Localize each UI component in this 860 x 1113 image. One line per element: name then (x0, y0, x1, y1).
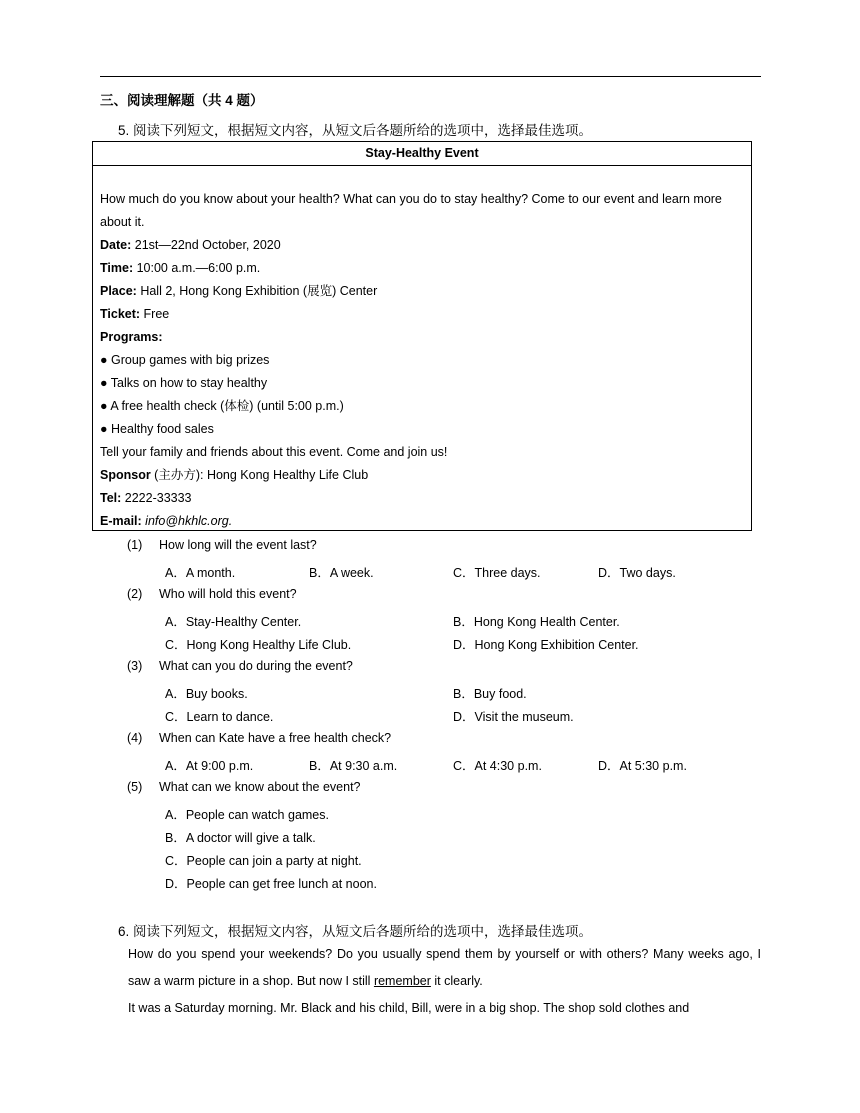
event-time: Time: 10:00 a.m.—6:00 p.m. (100, 261, 261, 275)
option-a[interactable]: A．Stay-Healthy Center. (165, 615, 302, 629)
header-rule (100, 76, 761, 77)
event-intro: How much do you know about your health? What can you do to stay healthy? Come to our event and learn more about it. (100, 192, 722, 229)
passage-paragraph-1: How do you spend your weekends? Do you usually spend them by yourself or with others? Many weeks ago, I saw a warm picture in a shop. But now I still remember it clearly. (128, 947, 761, 988)
option-b[interactable]: B．At 9:30 a.m. (309, 759, 398, 773)
program-item: ● Healthy food sales (100, 422, 214, 436)
option-a[interactable]: A．At 9:00 p.m. (165, 759, 254, 773)
option-b[interactable]: B．A week. (309, 566, 374, 580)
option-b[interactable]: B．Buy food. (453, 687, 527, 701)
event-ticket: Ticket: Free (100, 307, 170, 321)
question-5: (5) What can we know about the event? (127, 780, 361, 794)
question-2: (2) Who will hold this event? (127, 587, 297, 601)
event-date: Date: 21st—22nd October, 2020 (100, 238, 281, 252)
question-1: (1) How long will the event last? (127, 538, 317, 552)
event-sponsor: Sponsor (主办方): Hong Kong Healthy Life Club (100, 468, 369, 482)
option-d[interactable]: D．Two days. (598, 566, 676, 580)
option-c[interactable]: C．People can join a party at night. (165, 854, 362, 868)
option-d[interactable]: D．At 5:30 p.m. (598, 759, 687, 773)
question-3: (3) What can you do during the event? (127, 659, 353, 673)
passage (128, 941, 761, 1022)
program-item: ● Talks on how to stay healthy (100, 376, 268, 390)
question-6-instruction: 6. 阅读下列短文，根据短文内容，从短文后各题所给的选项中，选择最佳选项。 (118, 924, 593, 939)
event-tel: Tel: 2222-33333 (100, 491, 192, 505)
question-4: (4) When can Kate have a free health check? (127, 731, 392, 745)
option-a[interactable]: A．A month. (165, 566, 236, 580)
option-c[interactable]: C．Hong Kong Healthy Life Club. (165, 638, 352, 652)
option-c[interactable]: C．At 4:30 p.m. (453, 759, 542, 773)
event-closing: Tell your family and friends about this event. Come and join us! (100, 445, 448, 459)
section-title: 三、阅读理解题（共 4 题） (100, 93, 264, 108)
option-d[interactable]: D．People can get free lunch at noon. (165, 877, 377, 891)
programs-heading: Programs: (100, 330, 163, 344)
event-email: E-mail: info@hkhlc.org. (100, 514, 233, 528)
option-a[interactable]: A．People can watch games. (165, 808, 329, 822)
option-b[interactable]: B．A doctor will give a talk. (165, 831, 316, 845)
option-c[interactable]: C．Learn to dance. (165, 710, 274, 724)
event-notice-box (92, 141, 752, 531)
question-5-instruction: 5. 阅读下列短文，根据短文内容，从短文后各题所给的选项中，选择最佳选项。 (118, 123, 593, 138)
option-c[interactable]: C．Three days. (453, 566, 541, 580)
program-item: ● Group games with big prizes (100, 353, 270, 367)
option-a[interactable]: A．Buy books. (165, 687, 248, 701)
underlined-word: remember (373, 974, 431, 988)
program-item: ● A free health check (体检) (until 5:00 p.m.) (100, 399, 344, 413)
event-notice-body (100, 188, 746, 533)
option-d[interactable]: D．Hong Kong Exhibition Center. (453, 638, 639, 652)
event-place: Place: Hall 2, Hong Kong Exhibition (展览) Center (100, 284, 378, 298)
event-title: Stay-Healthy Event (93, 142, 751, 166)
passage-paragraph-2: It was a Saturday morning. Mr. Black and his child, Bill, were in a big shop. The shop sold clothes and (128, 1001, 690, 1015)
option-b[interactable]: B．Hong Kong Health Center. (453, 615, 620, 629)
option-d[interactable]: D．Visit the museum. (453, 710, 574, 724)
